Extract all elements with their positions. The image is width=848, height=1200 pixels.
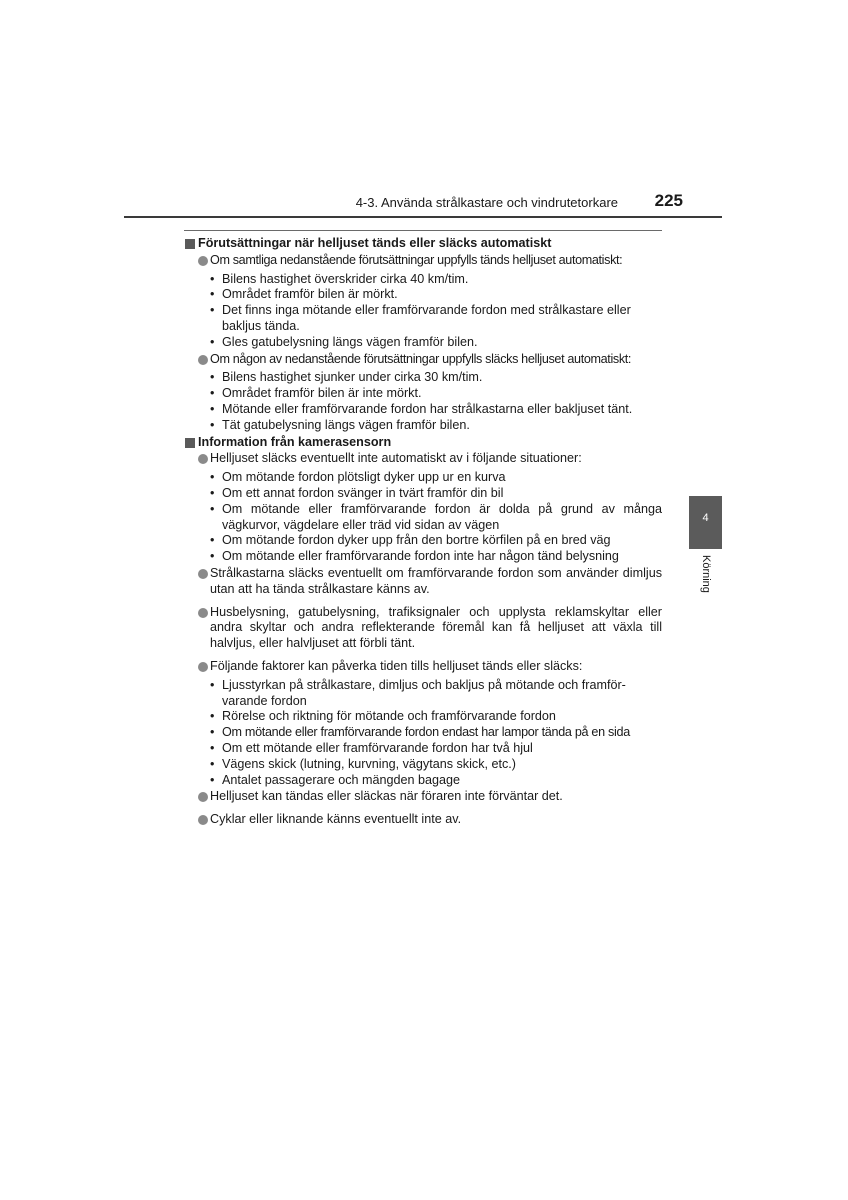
section-camera-sensor bbox=[184, 435, 662, 828]
circle-bullet-icon bbox=[198, 662, 208, 672]
list-item: • Bilens hastighet sjunker under cirka 30 km/tim. bbox=[210, 370, 483, 385]
circle-bullet-icon bbox=[198, 792, 208, 802]
info-item: Följande faktorer kan påverka tiden tills helljuset tänds eller släcks: bbox=[184, 659, 662, 675]
page-number: 225 bbox=[654, 191, 683, 210]
circle-bullet-icon bbox=[198, 256, 208, 266]
content-top-divider bbox=[184, 230, 662, 231]
bullet-list bbox=[184, 470, 662, 565]
list-item: • Gles gatubelysning längs vägen framför bilen. bbox=[210, 334, 478, 349]
list-item: • Om mötande eller framförvarande fordon endast har lampor tända på en sida bbox=[210, 725, 630, 740]
info-item: Strålkastarna släcks eventuellt om framförvarande fordon som använder dimljus utan att ha tända strålkastare känns av. bbox=[184, 566, 662, 598]
list-item: • Det finns inga mötande eller framförvarande fordon med strålkastare eller bakljus tända. bbox=[210, 303, 631, 333]
page-content bbox=[184, 236, 662, 831]
circle-bullet-icon bbox=[198, 608, 208, 618]
list-item: • Bilens hastighet överskrider cirka 40 km/tim. bbox=[210, 271, 469, 286]
circle-bullet-icon bbox=[198, 355, 208, 365]
list-item: • Mötande eller framförvarande fordon har strålkastarna eller bakljuset tänt. bbox=[210, 401, 633, 416]
list-item: • Om mötande fordon dyker upp från den bortre körfilen på en bred väg bbox=[210, 533, 611, 548]
square-bullet-icon bbox=[185, 438, 195, 448]
condition-item: Om någon av nedanstående förutsättningar uppfylls släcks helljuset automatiskt: bbox=[184, 352, 662, 368]
info-item: Cyklar eller liknande känns eventuellt inte av. bbox=[184, 812, 662, 828]
list-item: • Området framför bilen är mörkt. bbox=[210, 287, 398, 302]
condition-item: Om samtliga nedanstående förutsättningar uppfylls tänds helljuset automatiskt: bbox=[184, 253, 662, 269]
info-item: Husbelysning, gatubelysning, trafiksignaler och upplysta reklamskyltar eller andra skyltar och andra reflekterande föremål kan få helljuset att växla till halvljus, eller halvljuset att förbli tänt. bbox=[184, 605, 662, 652]
bullet-list bbox=[184, 272, 662, 351]
bullet-list bbox=[184, 678, 662, 789]
info-item: Helljuset kan tändas eller släckas när föraren inte förväntar det. bbox=[184, 789, 662, 805]
list-item: • Om mötande fordon plötsligt dyker upp ur en kurva bbox=[210, 470, 506, 485]
list-item: • Ljusstyrkan på strålkastare, dimljus och bakljus på mötande och framför-varande fordon bbox=[210, 677, 626, 708]
list-item: • Antalet passagerare och mängden bagage bbox=[210, 772, 461, 787]
list-item: • Området framför bilen är inte mörkt. bbox=[210, 386, 422, 401]
list-item: • Om ett mötande eller framförvarande fordon har två hjul bbox=[210, 740, 533, 755]
list-item: • Rörelse och riktning för mötande och framförvarande fordon bbox=[210, 709, 556, 724]
section-heading: Information från kamerasensorn bbox=[184, 435, 662, 451]
list-item: • Om ett annat fordon svänger in tvärt framför din bil bbox=[210, 485, 504, 500]
section-heading: Förutsättningar när helljuset tänds eller släcks automatiskt bbox=[184, 236, 662, 252]
bullet-list bbox=[184, 370, 662, 433]
section-automatic-conditions bbox=[184, 236, 662, 434]
list-item: • Vägens skick (lutning, kurvning, vägytans skick, etc.) bbox=[210, 756, 516, 771]
square-bullet-icon bbox=[185, 239, 195, 249]
chapter-tab: 4 bbox=[689, 496, 722, 549]
circle-bullet-icon bbox=[198, 815, 208, 825]
info-item: Helljuset släcks eventuellt inte automatiskt av i följande situationer: bbox=[184, 451, 662, 467]
list-item: • Om mötande eller framförvarande fordon inte har någon tänd belysning bbox=[210, 549, 619, 564]
chapter-label: Körning bbox=[700, 555, 712, 593]
circle-bullet-icon bbox=[198, 569, 208, 579]
circle-bullet-icon bbox=[198, 454, 208, 464]
chapter-section-title: 4-3. Använda strålkastare och vindrutetorkare bbox=[355, 195, 618, 210]
list-item: • Tät gatubelysning längs vägen framför bilen. bbox=[210, 417, 470, 432]
header-divider bbox=[124, 216, 722, 218]
list-item: • Om mötande eller framförvarande fordon är dolda på grund av många vägkurvor, vägdelare eller träd vid sidan av vägen bbox=[210, 501, 662, 532]
